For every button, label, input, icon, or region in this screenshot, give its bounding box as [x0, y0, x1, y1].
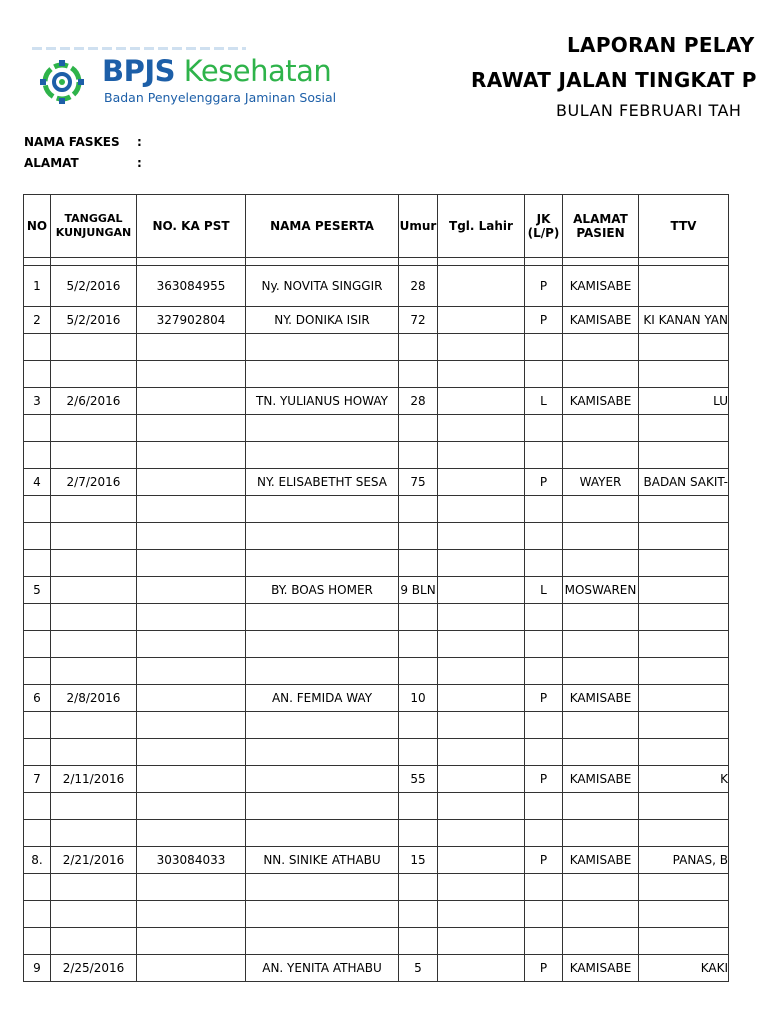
- cell-nama: [246, 496, 399, 523]
- cell-no: [24, 523, 51, 550]
- cell-nama: TN. YULIANUS HOWAY: [246, 388, 399, 415]
- cell-no: [24, 631, 51, 658]
- cell-jk: P: [525, 266, 563, 307]
- cell-umur: 5: [399, 955, 438, 982]
- cell-umur: [399, 442, 438, 469]
- cell-tgl-lahir: [438, 685, 525, 712]
- cell-no: [24, 496, 51, 523]
- cell-tgl-lahir: [438, 820, 525, 847]
- cell-alamat: [563, 334, 639, 361]
- table-row: [24, 469, 729, 496]
- cell-ka-pst: [137, 631, 246, 658]
- cell-alamat: [563, 793, 639, 820]
- cell-nama: Ny. NOVITA SINGGIR: [246, 266, 399, 307]
- table-body: [24, 258, 729, 982]
- table-empty-row: [24, 793, 729, 820]
- table-empty-row: [24, 496, 729, 523]
- cell-umur: [399, 712, 438, 739]
- table-row: [24, 307, 729, 334]
- bpjs-emblem-icon: [38, 58, 86, 106]
- cell-alamat: MOSWAREN: [563, 577, 639, 604]
- cell-tanggal: [51, 712, 137, 739]
- cell-alamat: [563, 258, 639, 266]
- cell-alamat: [563, 361, 639, 388]
- cell-no: [24, 258, 51, 266]
- report-title-line1: LAPORAN PELAY: [567, 33, 755, 57]
- cell-umur: [399, 496, 438, 523]
- cell-alamat: [563, 523, 639, 550]
- cell-umur: 55: [399, 766, 438, 793]
- cell-no: [24, 820, 51, 847]
- cell-no: [24, 361, 51, 388]
- cell-ttv: [639, 631, 729, 658]
- cell-tgl-lahir: [438, 496, 525, 523]
- cell-tgl-lahir: [438, 442, 525, 469]
- cell-umur: [399, 631, 438, 658]
- cell-ttv: [639, 712, 729, 739]
- cell-nama: [246, 631, 399, 658]
- cell-ttv: BADAN SAKIT-: [639, 469, 729, 496]
- table-row: [24, 766, 729, 793]
- cell-jk: [525, 631, 563, 658]
- cell-ttv: [639, 874, 729, 901]
- cell-no: 3: [24, 388, 51, 415]
- cell-jk: [525, 442, 563, 469]
- cell-ttv: [639, 928, 729, 955]
- cell-no: 6: [24, 685, 51, 712]
- cell-ttv: PANAS, B: [639, 847, 729, 874]
- cell-jk: P: [525, 685, 563, 712]
- cell-ka-pst: [137, 258, 246, 266]
- cell-umur: 75: [399, 469, 438, 496]
- cell-jk: L: [525, 577, 563, 604]
- cell-umur: 72: [399, 307, 438, 334]
- cell-tgl-lahir: [438, 658, 525, 685]
- cell-ka-pst: [137, 361, 246, 388]
- cell-umur: [399, 793, 438, 820]
- cell-ttv: [639, 496, 729, 523]
- col-nama-header: NAMA PESERTA: [246, 195, 399, 258]
- cell-jk: [525, 928, 563, 955]
- cell-no: 7: [24, 766, 51, 793]
- cell-jk: [525, 550, 563, 577]
- cell-ttv: [639, 739, 729, 766]
- cell-ka-pst: [137, 766, 246, 793]
- cell-tanggal: 5/2/2016: [51, 307, 137, 334]
- cell-tgl-lahir: [438, 415, 525, 442]
- cell-tanggal: [51, 793, 137, 820]
- cell-no: 9: [24, 955, 51, 982]
- brand-name: [102, 54, 331, 88]
- cell-alamat: [563, 550, 639, 577]
- cell-alamat: KAMISABE: [563, 766, 639, 793]
- cell-no: 8.: [24, 847, 51, 874]
- cell-ttv: [639, 266, 729, 307]
- table-row: [24, 685, 729, 712]
- cell-tanggal: [51, 658, 137, 685]
- alamat-label: ALAMAT: [24, 156, 79, 170]
- cell-jk: P: [525, 307, 563, 334]
- cell-ka-pst: [137, 415, 246, 442]
- cell-tanggal: [51, 577, 137, 604]
- cell-nama: [246, 928, 399, 955]
- cell-tgl-lahir: [438, 874, 525, 901]
- cell-tgl-lahir: [438, 631, 525, 658]
- cell-ttv: [639, 550, 729, 577]
- cell-tgl-lahir: [438, 577, 525, 604]
- cell-nama: [246, 766, 399, 793]
- cell-jk: P: [525, 847, 563, 874]
- cell-umur: [399, 928, 438, 955]
- cell-umur: [399, 334, 438, 361]
- table-empty-row: [24, 361, 729, 388]
- cell-tanggal: [51, 928, 137, 955]
- cell-umur: 28: [399, 266, 438, 307]
- table-empty-row: [24, 442, 729, 469]
- col-alamat-header: ALAMAT PASIEN: [563, 195, 639, 258]
- cell-ka-pst: [137, 928, 246, 955]
- cell-alamat: KAMISABE: [563, 266, 639, 307]
- cell-ka-pst: 363084955: [137, 266, 246, 307]
- cell-tanggal: [51, 550, 137, 577]
- table-empty-row: [24, 712, 729, 739]
- cell-umur: [399, 658, 438, 685]
- cell-jk: [525, 901, 563, 928]
- cell-ka-pst: [137, 874, 246, 901]
- cell-no: 4: [24, 469, 51, 496]
- cell-no: [24, 928, 51, 955]
- cell-ka-pst: [137, 901, 246, 928]
- cell-ka-pst: [137, 685, 246, 712]
- cell-ttv: [639, 415, 729, 442]
- cell-tanggal: 2/11/2016: [51, 766, 137, 793]
- cell-nama: [246, 334, 399, 361]
- cell-ttv: [639, 577, 729, 604]
- cell-tgl-lahir: [438, 266, 525, 307]
- cell-tanggal: [51, 631, 137, 658]
- col-jk-header: JK (L/P): [525, 195, 563, 258]
- cell-no: 2: [24, 307, 51, 334]
- cell-no: [24, 712, 51, 739]
- cell-tanggal: 5/2/2016: [51, 266, 137, 307]
- cell-tgl-lahir: [438, 766, 525, 793]
- cell-nama: [246, 361, 399, 388]
- cell-jk: [525, 334, 563, 361]
- table-row: [24, 847, 729, 874]
- cell-tgl-lahir: [438, 550, 525, 577]
- cell-tgl-lahir: [438, 928, 525, 955]
- table-row: [24, 266, 729, 307]
- cell-no: [24, 604, 51, 631]
- cell-nama: BY. BOAS HOMER: [246, 577, 399, 604]
- cell-tanggal: [51, 415, 137, 442]
- brand-primary: BPJS: [102, 54, 176, 88]
- cell-tgl-lahir: [438, 523, 525, 550]
- cell-umur: 9 BLN: [399, 577, 438, 604]
- cell-nama: AN. FEMIDA WAY: [246, 685, 399, 712]
- cell-ttv: [639, 523, 729, 550]
- cell-tanggal: 2/7/2016: [51, 469, 137, 496]
- cell-no: 5: [24, 577, 51, 604]
- cell-ka-pst: [137, 577, 246, 604]
- cell-nama: [246, 550, 399, 577]
- cell-ka-pst: [137, 523, 246, 550]
- table-row: [24, 577, 729, 604]
- logo-decoration: [32, 47, 246, 50]
- cell-tanggal: 2/6/2016: [51, 388, 137, 415]
- cell-nama: [246, 415, 399, 442]
- table-empty-row: [24, 523, 729, 550]
- cell-nama: [246, 442, 399, 469]
- cell-tgl-lahir: [438, 847, 525, 874]
- cell-tanggal: [51, 901, 137, 928]
- table-empty-row: [24, 415, 729, 442]
- cell-jk: [525, 820, 563, 847]
- cell-alamat: KAMISABE: [563, 307, 639, 334]
- cell-no: [24, 334, 51, 361]
- cell-alamat: KAMISABE: [563, 685, 639, 712]
- cell-umur: [399, 820, 438, 847]
- bpjs-logo: [38, 52, 338, 112]
- cell-jk: [525, 258, 563, 266]
- cell-alamat: [563, 820, 639, 847]
- cell-nama: NY. ELISABETHT SESA: [246, 469, 399, 496]
- cell-nama: [246, 793, 399, 820]
- cell-alamat: KAMISABE: [563, 388, 639, 415]
- table-empty-row: [24, 928, 729, 955]
- table-separator-row: [24, 258, 729, 266]
- cell-nama: [246, 901, 399, 928]
- cell-ka-pst: [137, 388, 246, 415]
- table-empty-row: [24, 820, 729, 847]
- cell-alamat: [563, 631, 639, 658]
- table-empty-row: [24, 550, 729, 577]
- cell-tanggal: 2/8/2016: [51, 685, 137, 712]
- cell-umur: 10: [399, 685, 438, 712]
- cell-alamat: [563, 442, 639, 469]
- cell-jk: [525, 712, 563, 739]
- cell-alamat: [563, 604, 639, 631]
- cell-nama: [246, 258, 399, 266]
- cell-ttv: [639, 901, 729, 928]
- cell-no: [24, 793, 51, 820]
- cell-tanggal: [51, 820, 137, 847]
- cell-tgl-lahir: [438, 604, 525, 631]
- cell-tgl-lahir: [438, 361, 525, 388]
- cell-no: [24, 739, 51, 766]
- col-ka-pst-header: NO. KA PST: [137, 195, 246, 258]
- table-empty-row: [24, 631, 729, 658]
- cell-ka-pst: [137, 334, 246, 361]
- cell-ka-pst: [137, 604, 246, 631]
- cell-tanggal: [51, 874, 137, 901]
- alamat-field: [24, 156, 142, 170]
- report-table: [23, 194, 729, 982]
- cell-ttv: [639, 793, 729, 820]
- brand-tagline: Badan Penyelenggara Jaminan Sosial: [104, 90, 337, 105]
- cell-jk: [525, 793, 563, 820]
- faskes-field: [24, 135, 142, 149]
- alamat-colon: :: [137, 156, 142, 170]
- table-empty-row: [24, 658, 729, 685]
- cell-alamat: [563, 496, 639, 523]
- report-title-line2: RAWAT JALAN TINGKAT P: [471, 68, 757, 92]
- cell-nama: [246, 523, 399, 550]
- cell-ka-pst: [137, 793, 246, 820]
- faskes-colon: :: [137, 135, 142, 149]
- cell-ttv: LU: [639, 388, 729, 415]
- cell-alamat: KAMISABE: [563, 955, 639, 982]
- cell-tanggal: 2/25/2016: [51, 955, 137, 982]
- cell-ka-pst: 303084033: [137, 847, 246, 874]
- cell-tanggal: [51, 496, 137, 523]
- cell-nama: [246, 874, 399, 901]
- col-tgl-lahir-header: Tgl. Lahir: [438, 195, 525, 258]
- cell-tgl-lahir: [438, 901, 525, 928]
- cell-jk: [525, 361, 563, 388]
- cell-alamat: [563, 415, 639, 442]
- cell-ka-pst: [137, 955, 246, 982]
- cell-nama: [246, 820, 399, 847]
- cell-jk: L: [525, 388, 563, 415]
- col-tanggal-header: TANGGAL KUNJUNGAN: [51, 195, 137, 258]
- cell-tgl-lahir: [438, 469, 525, 496]
- cell-umur: [399, 523, 438, 550]
- table-empty-row: [24, 901, 729, 928]
- cell-ka-pst: [137, 550, 246, 577]
- table-header-row: [24, 195, 729, 258]
- cell-umur: [399, 739, 438, 766]
- cell-ka-pst: [137, 712, 246, 739]
- cell-alamat: [563, 712, 639, 739]
- cell-ka-pst: [137, 820, 246, 847]
- cell-alamat: [563, 658, 639, 685]
- cell-jk: [525, 523, 563, 550]
- cell-alamat: [563, 901, 639, 928]
- cell-jk: [525, 874, 563, 901]
- cell-tanggal: [51, 604, 137, 631]
- cell-tanggal: [51, 523, 137, 550]
- cell-nama: [246, 712, 399, 739]
- cell-tgl-lahir: [438, 955, 525, 982]
- cell-tgl-lahir: [438, 739, 525, 766]
- cell-ka-pst: [137, 469, 246, 496]
- cell-ka-pst: 327902804: [137, 307, 246, 334]
- cell-jk: [525, 739, 563, 766]
- cell-ttv: [639, 334, 729, 361]
- cell-jk: [525, 496, 563, 523]
- cell-nama: NN. SINIKE ATHABU: [246, 847, 399, 874]
- table-row: [24, 388, 729, 415]
- cell-jk: P: [525, 469, 563, 496]
- cell-tgl-lahir: [438, 258, 525, 266]
- col-ttv-header: TTV: [639, 195, 729, 258]
- cell-nama: [246, 739, 399, 766]
- brand-secondary: Kesehatan: [183, 54, 332, 88]
- col-no-header: NO: [24, 195, 51, 258]
- cell-ka-pst: [137, 442, 246, 469]
- cell-ttv: [639, 258, 729, 266]
- cell-no: 1: [24, 266, 51, 307]
- cell-umur: [399, 550, 438, 577]
- cell-tanggal: [51, 258, 137, 266]
- cell-tgl-lahir: [438, 712, 525, 739]
- cell-umur: 28: [399, 388, 438, 415]
- cell-ttv: KAKI: [639, 955, 729, 982]
- cell-tgl-lahir: [438, 334, 525, 361]
- cell-ttv: [639, 685, 729, 712]
- cell-jk: P: [525, 955, 563, 982]
- cell-nama: [246, 658, 399, 685]
- cell-umur: [399, 415, 438, 442]
- cell-tanggal: [51, 334, 137, 361]
- cell-alamat: WAYER: [563, 469, 639, 496]
- cell-nama: NY. DONIKA ISIR: [246, 307, 399, 334]
- cell-jk: [525, 658, 563, 685]
- table-empty-row: [24, 334, 729, 361]
- cell-umur: [399, 604, 438, 631]
- cell-ttv: KI KANAN YAN: [639, 307, 729, 334]
- cell-no: [24, 442, 51, 469]
- cell-umur: [399, 901, 438, 928]
- cell-ttv: K: [639, 766, 729, 793]
- table-empty-row: [24, 739, 729, 766]
- cell-jk: [525, 604, 563, 631]
- cell-ttv: [639, 604, 729, 631]
- report-period: BULAN FEBRUARI TAH: [556, 101, 742, 120]
- table-empty-row: [24, 874, 729, 901]
- col-umur-header: Umur: [399, 195, 438, 258]
- cell-tanggal: [51, 739, 137, 766]
- cell-nama: [246, 604, 399, 631]
- cell-umur: [399, 874, 438, 901]
- cell-ttv: [639, 442, 729, 469]
- cell-no: [24, 550, 51, 577]
- cell-no: [24, 415, 51, 442]
- cell-tgl-lahir: [438, 307, 525, 334]
- cell-alamat: KAMISABE: [563, 847, 639, 874]
- cell-ttv: [639, 361, 729, 388]
- cell-tanggal: [51, 442, 137, 469]
- table-empty-row: [24, 604, 729, 631]
- cell-umur: 15: [399, 847, 438, 874]
- cell-ka-pst: [137, 496, 246, 523]
- cell-alamat: [563, 874, 639, 901]
- cell-no: [24, 658, 51, 685]
- cell-no: [24, 874, 51, 901]
- cell-tanggal: 2/21/2016: [51, 847, 137, 874]
- faskes-label: NAMA FASKES: [24, 135, 120, 149]
- cell-ka-pst: [137, 739, 246, 766]
- table-row: [24, 955, 729, 982]
- cell-umur: [399, 258, 438, 266]
- cell-alamat: [563, 928, 639, 955]
- cell-jk: [525, 415, 563, 442]
- cell-nama: AN. YENITA ATHABU: [246, 955, 399, 982]
- cell-jk: P: [525, 766, 563, 793]
- cell-ttv: [639, 820, 729, 847]
- cell-no: [24, 901, 51, 928]
- cell-tanggal: [51, 361, 137, 388]
- cell-tgl-lahir: [438, 388, 525, 415]
- cell-ttv: [639, 658, 729, 685]
- cell-tgl-lahir: [438, 793, 525, 820]
- cell-alamat: [563, 739, 639, 766]
- cell-umur: [399, 361, 438, 388]
- cell-ka-pst: [137, 658, 246, 685]
